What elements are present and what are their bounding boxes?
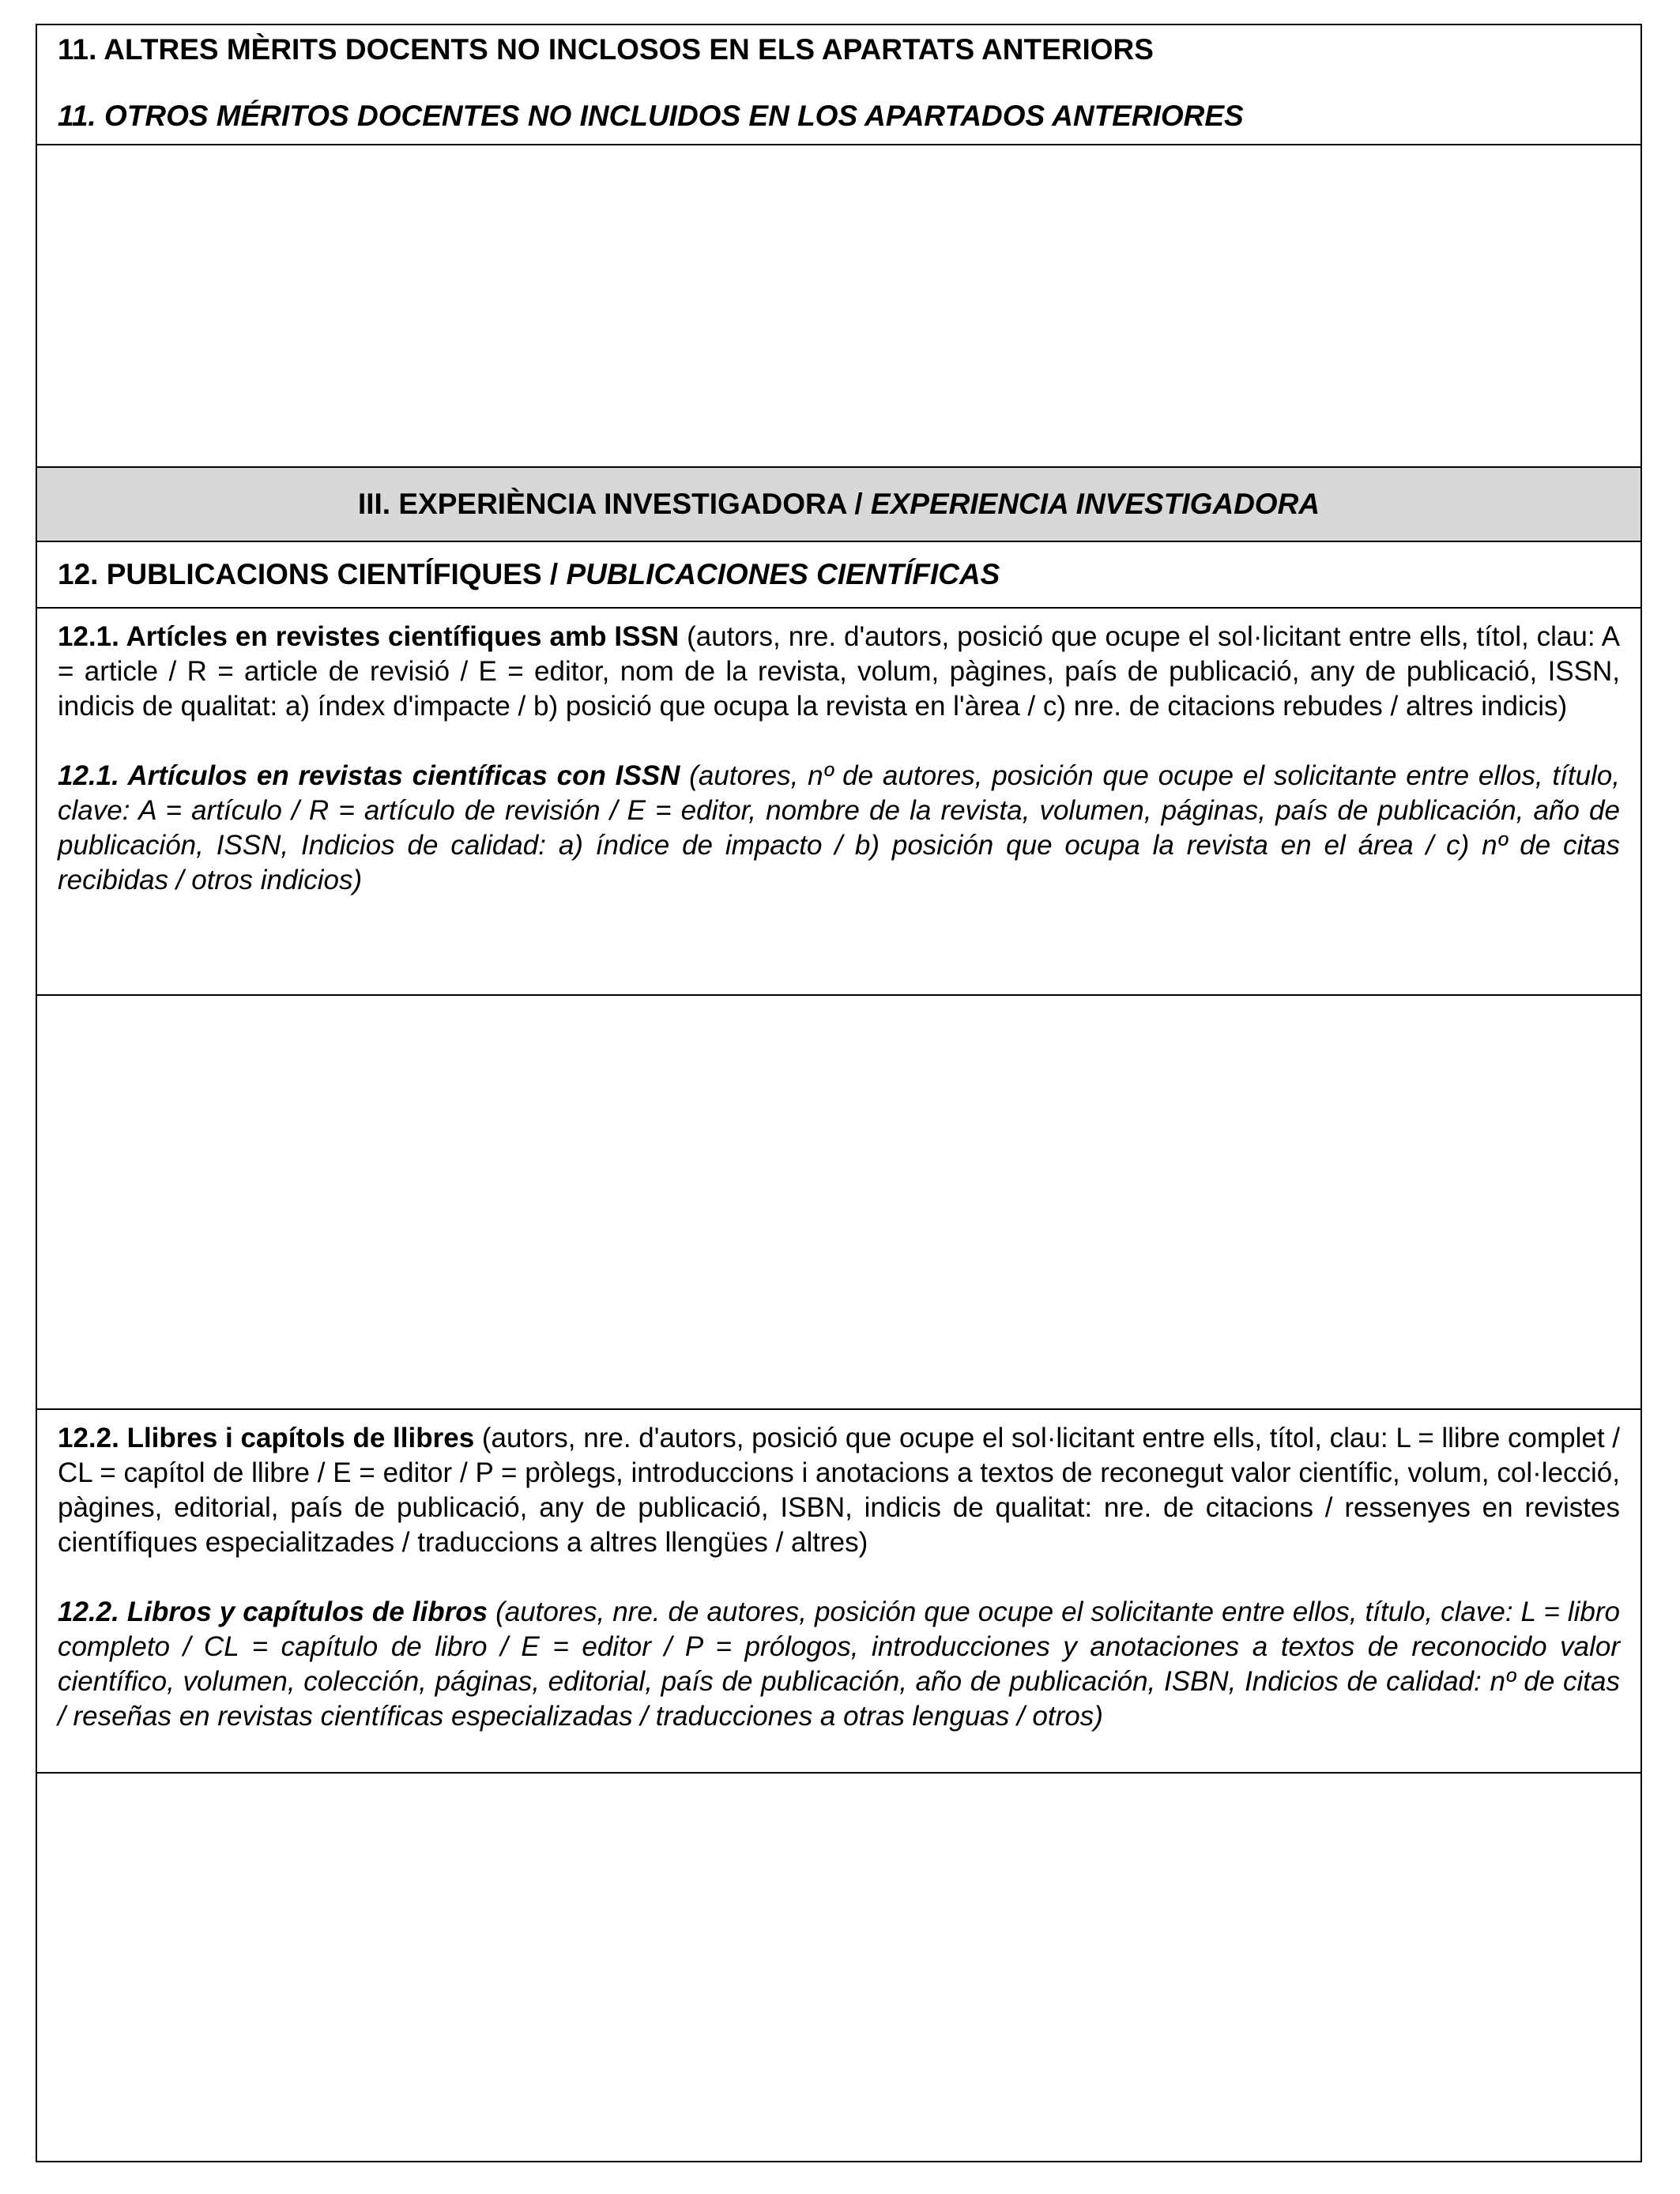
section-12-title-ca: 12. PUBLICACIONS CIENTÍFIQUES / xyxy=(58,558,559,590)
section-12-2-lead-es: 12.2. Libros y capítulos de libros xyxy=(58,1596,488,1627)
section-12-2-body-ca: (autors, nre. d'autors, posició que ocupe el sol·licitant entre ells, títol, clau: L = llibre complet / CL = capítol de llibre / E = editor / P = pròlegs, introduccions i anotacions a textos de reconegut valor científic, volum, col·lecció, pàgines, editorial, país de publicació, any de publicació, ISBN, indicis de qualitat: nre. de citacions / ressenyes en revistes científiques especialitzades / traduccions a altres llengües / altres) xyxy=(58,1423,1621,1558)
merits-form-table xyxy=(36,24,1642,2162)
section-12-1-answer-box[interactable] xyxy=(37,996,1640,1410)
section-12-2-body-es: (autores, nre. de autores, posición que ocupe el solicitante entre ellos, título, clave: L = libro completo / CL = capítulo de libro / E = editor / P = prólogos, introducciones y anotaciones a textos de reconocido valor científico, volumen, colección, páginas, editorial, país de publicación, año de publicación, ISBN, Indicios de calidad: nº de citas / reseñas en revistas científicas especializadas / traducciones a otras lenguas / otros) xyxy=(58,1596,1621,1732)
section-3-band xyxy=(37,468,1640,542)
section-12-heading xyxy=(37,542,1640,609)
section-3-title-es: EXPERIENCIA INVESTIGADORA xyxy=(870,488,1320,520)
section-11-title-ca: 11. ALTRES MÈRITS DOCENTS NO INCLOSOS EN ELS APARTATS ANTERIORS xyxy=(58,33,1154,66)
section-12-1-lead-ca: 12.1. Artícles en revistes científiques amb ISSN xyxy=(58,621,680,652)
section-12-1-description xyxy=(37,609,1640,996)
section-11-title-es: 11. OTROS MÉRITOS DOCENTES NO INCLUIDOS EN LOS APARTADOS ANTERIORES xyxy=(58,100,1244,132)
section-12-2-answer-box[interactable] xyxy=(37,1774,1640,2161)
section-12-1-body-ca: (autors, nre. d'autors, posició que ocupe el sol·licitant entre ells, títol, clau: A = article / R = article de revisió / E = editor, nom de la revista, volum, pàgines, país de publicació, any de publicació, ISSN, indicis de qualitat: a) índex d'impacte / b) posició que ocupa la revista en l'àrea / c) nre. de citacions rebudes / altres indicis) xyxy=(58,621,1620,722)
section-3-title-ca: III. EXPERIÈNCIA INVESTIGADORA / xyxy=(357,488,863,520)
section-12-2-text-es xyxy=(58,1595,1620,1734)
section-11-heading xyxy=(37,25,1640,145)
section-12-1-text-es xyxy=(58,759,1620,898)
section-12-2-lead-ca: 12.2. Llibres i capítols de llibres xyxy=(58,1423,475,1453)
section-12-2-description xyxy=(37,1410,1640,1774)
section-11-answer-box[interactable] xyxy=(37,145,1640,468)
section-12-2-text-ca xyxy=(58,1421,1620,1560)
section-12-1-body-es: (autores, nº de autores, posición que ocupe el solicitante entre ellos, título, clave: A = artículo / R = artículo de revisión / E = editor, nombre de la revista, volumen, páginas, país de publicación, año de publicación, ISSN, Indicios de calidad: a) índice de impacto / b) posición que ocupa la revista en el área / c) nº de citas recibidas / otros indicios) xyxy=(58,760,1620,895)
section-12-title-es: PUBLICACIONES CIENTÍFICAS xyxy=(566,558,1000,590)
section-12-1-text-ca xyxy=(58,620,1620,724)
section-12-1-lead-es: 12.1. Artículos en revistas científicas con ISSN xyxy=(58,760,680,791)
